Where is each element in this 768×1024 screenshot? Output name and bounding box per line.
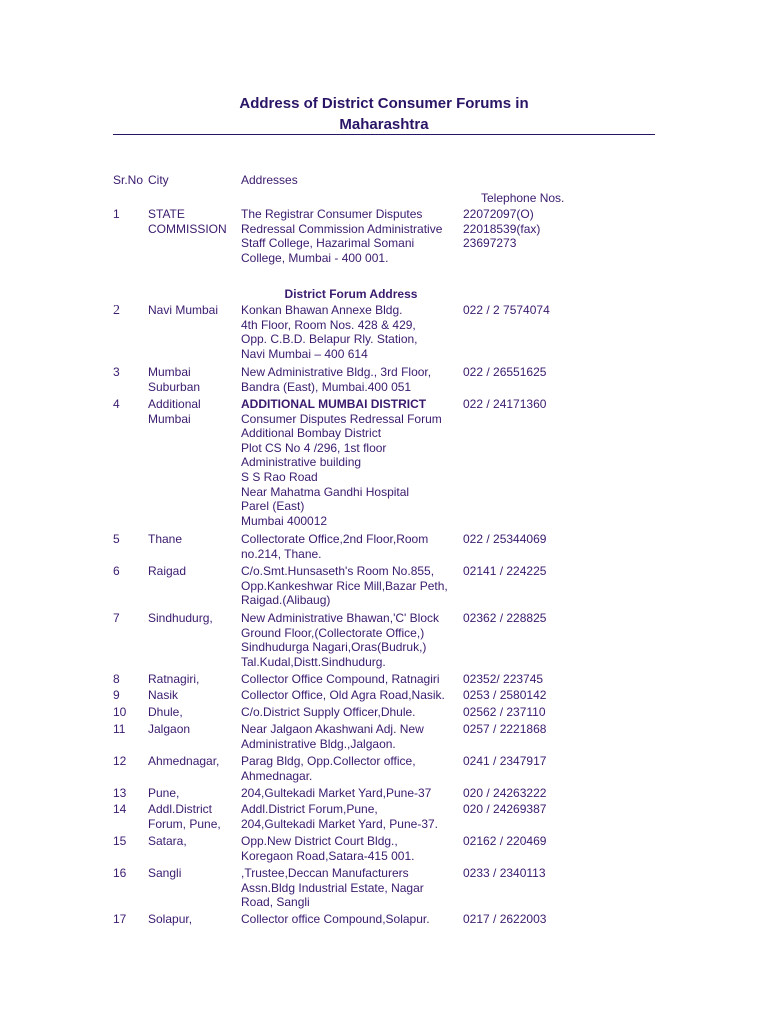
- header-city: City: [148, 173, 169, 187]
- telephone-cell: 0253 / 2580142: [463, 688, 547, 702]
- district-forum-heading: District Forum Address: [284, 287, 418, 301]
- sr-no-cell: 15: [113, 834, 127, 848]
- address-text: Opp.New District Court Bldg., Koregaon Road,Satara-415 001.: [241, 834, 415, 863]
- city-cell: Nasik: [148, 688, 179, 702]
- address-cell: [241, 722, 463, 751]
- address-cell: [241, 786, 463, 801]
- address-text: 204,Gultekadi Market Yard,Pune-37: [241, 786, 432, 800]
- address-text: Consumer Disputes Redressal Forum Additional Bombay District Plot CS No 4 /296, 1st floor Administrative building S S Rao Road Near Mahatma Gandhi Hospital Parel (East) Mumbai 400012: [241, 411, 442, 528]
- telephone-cell: 02352/ 223745: [463, 672, 544, 686]
- sr-no-cell: 10: [113, 705, 127, 719]
- city-cell: Additional Mumbai: [148, 397, 201, 426]
- sr-no-cell: 17: [113, 912, 127, 926]
- telephone-cell: 022 / 26551625: [463, 365, 547, 379]
- title-underline: [113, 134, 655, 135]
- address-text: Parag Bldg, Opp.Collector office, Ahmednagar.: [241, 754, 416, 783]
- header-sr-no: Sr.No: [113, 173, 144, 187]
- address-text: Collectorate Office,2nd Floor,Room no.214, Thane.: [241, 532, 429, 561]
- city-cell: Solapur,: [148, 912, 193, 926]
- city-cell: Sindhudurg,: [148, 611, 213, 625]
- city-cell: Mumbai Suburban: [148, 365, 201, 394]
- address-cell: [241, 303, 463, 361]
- telephone-cell: 02141 / 224225: [463, 564, 547, 578]
- city-cell: Dhule,: [148, 705, 183, 719]
- telephone-cell: 02162 / 220469: [463, 834, 547, 848]
- city-cell: Thane: [148, 532, 183, 546]
- address-text: New Administrative Bldg., 3rd Floor, Bandra (East), Mumbai.400 051: [241, 365, 432, 394]
- address-text: Addl.District Forum,Pune, 204,Gultekadi Market Yard, Pune-37.: [241, 802, 439, 831]
- telephone-cell: 22072097(O) 22018539(fax) 23697273: [463, 207, 541, 251]
- address-text: Collector Office, Old Agra Road,Nasik.: [241, 688, 445, 702]
- address-cell: [241, 672, 463, 687]
- sr-no-cell: 4: [113, 397, 120, 411]
- sr-no-cell: 13: [113, 786, 127, 800]
- address-cell: [241, 365, 463, 394]
- address-cell: [241, 705, 463, 720]
- telephone-cell: 0217 / 2622003: [463, 912, 547, 926]
- page-title-line-2: Maharashtra: [339, 116, 429, 133]
- address-text: C/o.District Supply Officer,Dhule.: [241, 705, 416, 719]
- address-text: Near Jalgaon Akashwani Adj. New Administrative Bldg.,Jalgaon.: [241, 722, 424, 751]
- address-text: Konkan Bhawan Annexe Bldg. 4th Floor, Room Nos. 428 & 429, Opp. C.B.D. Belapur Rly. Station, Navi Mumbai – 400 614: [241, 303, 418, 361]
- sr-no-cell: 8: [113, 672, 120, 686]
- sr-no-cell: 6: [113, 564, 120, 578]
- address-cell: [241, 532, 463, 561]
- address-cell: [241, 688, 463, 703]
- city-cell: STATE COMMISSION: [148, 207, 227, 236]
- telephone-cell: 020 / 24269387: [463, 802, 547, 816]
- address-cell: [241, 912, 463, 927]
- address-text: Collector office Compound,Solapur.: [241, 912, 430, 926]
- sr-no-cell: 16: [113, 866, 127, 880]
- city-cell: Navi Mumbai: [148, 303, 219, 317]
- address-cell: [241, 207, 463, 265]
- sr-no-cell: 7: [113, 611, 120, 625]
- sr-no-cell: 14: [113, 802, 127, 816]
- sr-no-cell: 2: [113, 303, 120, 318]
- address-text: The Registrar Consumer Disputes Redressal Commission Administrative Staff College, Hazarimal Somani College, Mumbai - 400 001.: [241, 207, 443, 265]
- sr-no-cell: 11: [113, 722, 126, 736]
- address-text: New Administrative Bhawan,'C' Block Ground Floor,(Collectorate Office,) Sindhudurga Nagari,Oras(Budruk,) Tal.Kudal,Distt.Sindhudurg.: [241, 611, 439, 669]
- sr-no-cell: 1: [113, 207, 120, 221]
- sr-no-cell: 3: [113, 365, 120, 379]
- address-heading: ADDITIONAL MUMBAI DISTRICT: [241, 397, 427, 411]
- address-cell: [241, 754, 463, 783]
- address-cell: [241, 834, 463, 863]
- city-cell: Ahmednagar,: [148, 754, 220, 768]
- header-telephone: Telephone Nos.: [481, 191, 565, 205]
- sr-no-cell: 12: [113, 754, 127, 768]
- city-cell: Jalgaon: [148, 722, 191, 736]
- telephone-cell: 022 / 2 7574074: [463, 303, 550, 317]
- address-text: ,Trustee,Deccan Manufacturers Assn.Bldg Industrial Estate, Nagar Road, Sangli: [241, 866, 424, 910]
- telephone-cell: 02562 / 237110: [463, 705, 546, 719]
- telephone-cell: 02362 / 228825: [463, 611, 547, 625]
- sr-no-cell: 9: [113, 688, 120, 702]
- address-cell: [241, 611, 463, 669]
- telephone-cell: 022 / 25344069: [463, 532, 547, 546]
- address-cell: [241, 397, 463, 528]
- city-cell: Ratnagiri,: [148, 672, 200, 686]
- sr-no-cell: 5: [113, 532, 120, 546]
- city-cell: Satara,: [148, 834, 187, 848]
- address-cell: [241, 866, 463, 910]
- header-addresses: Addresses: [241, 173, 298, 187]
- page-title-line-1: Address of District Consumer Forums in: [239, 95, 529, 112]
- address-text: C/o.Smt.Hunsaseth's Room No.855, Opp.Kankeshwar Rice Mill,Bazar Peth, Raigad.(Alibaug): [241, 564, 448, 608]
- telephone-cell: 0233 / 2340113: [463, 866, 546, 880]
- telephone-cell: 022 / 24171360: [463, 397, 547, 411]
- address-cell: [241, 564, 463, 608]
- city-cell: Pune,: [148, 786, 180, 800]
- city-cell: Addl.District Forum, Pune,: [148, 802, 221, 831]
- telephone-cell: 0241 / 2347917: [463, 754, 547, 768]
- address-text: Collector Office Compound, Ratnagiri: [241, 672, 440, 686]
- address-cell: [241, 802, 463, 831]
- telephone-cell: 0257 / 2221868: [463, 722, 547, 736]
- city-cell: Sangli: [148, 866, 182, 880]
- telephone-cell: 020 / 24263222: [463, 786, 547, 800]
- city-cell: Raigad: [148, 564, 187, 578]
